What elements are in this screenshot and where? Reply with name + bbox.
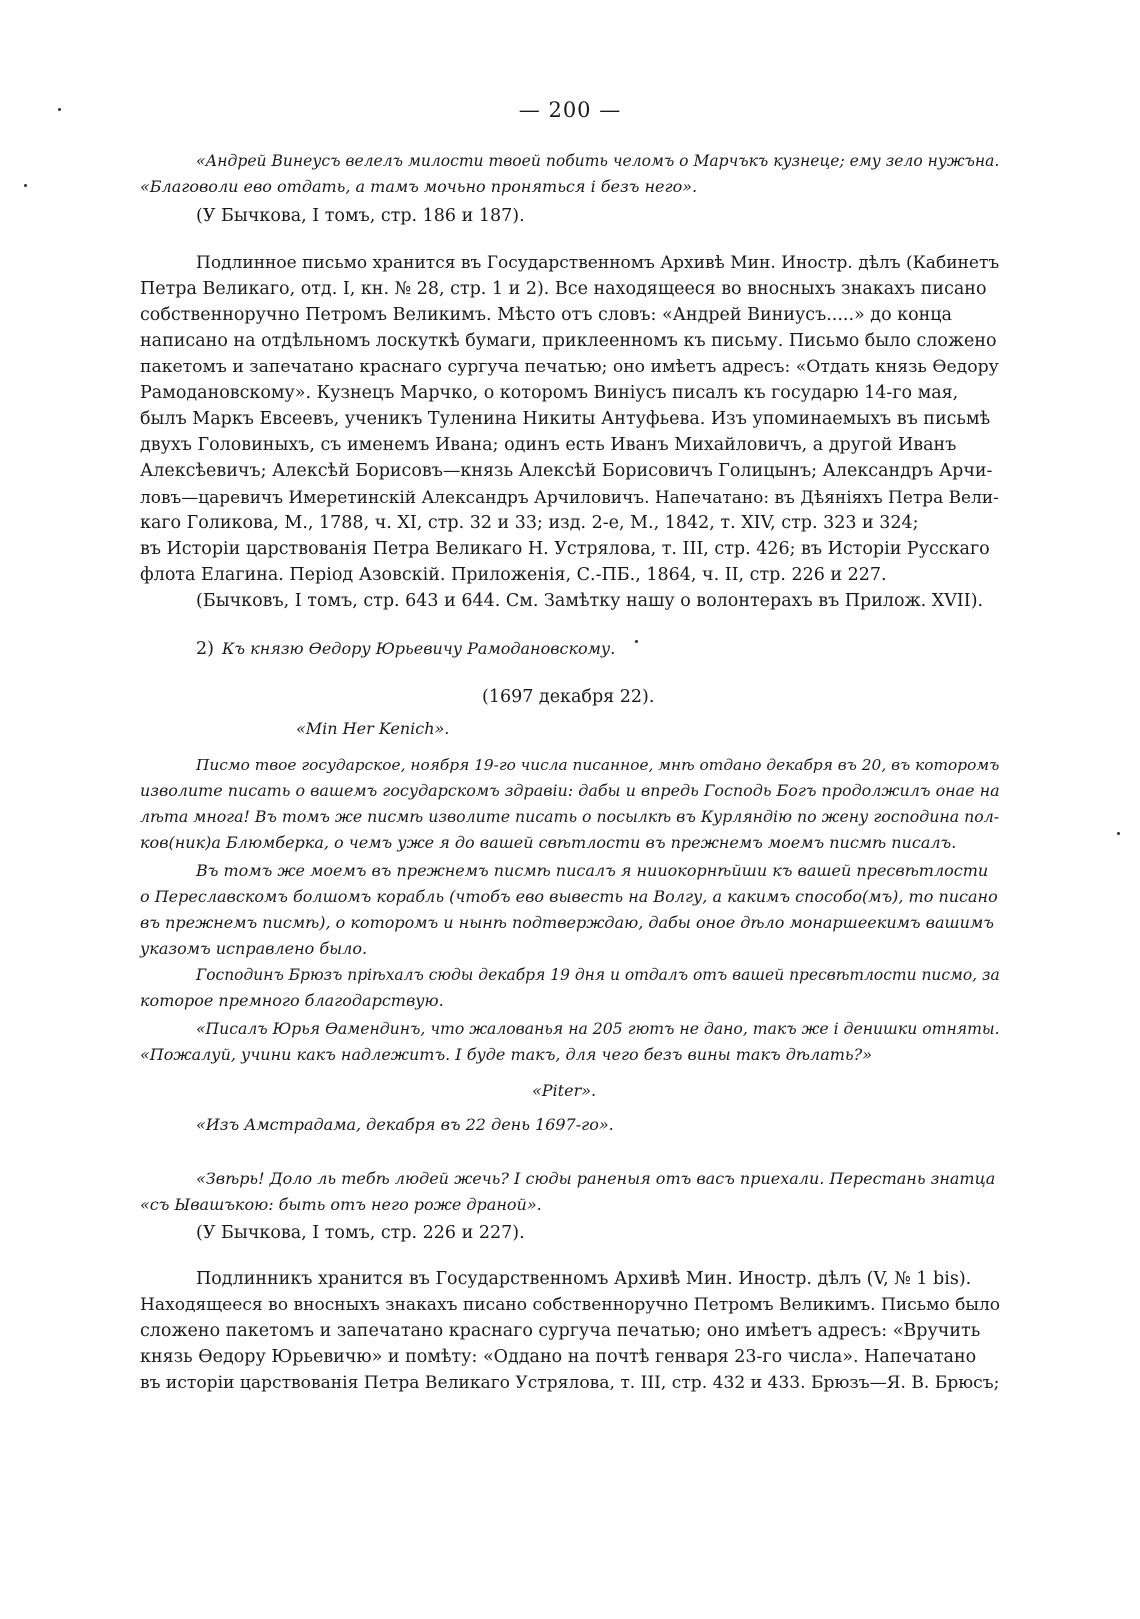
note-line: Подлинникъ хранится въ Государственномъ Архивѣ Мин. Иностр. дѣлъ (V, № 1 bis). xyxy=(196,1269,972,1289)
citation: (У Бычкова, I томъ, стр. 226 и 227). xyxy=(196,1223,525,1243)
note-line: пакетомъ и запечатано краснаго сургуча печатью; оно имѣетъ адресъ: «Отдать князь Ѳедору xyxy=(140,357,999,377)
note-line: флота Елагина. Період Азовскій. Приложенія, С.-ПБ., 1864, ч. II, стр. 226 и 227. xyxy=(140,565,887,585)
letter-date: (1697 декабря 22). xyxy=(482,687,655,707)
speck xyxy=(1117,832,1120,835)
speck xyxy=(58,108,61,111)
speck xyxy=(24,184,27,187)
letter-line: о Переславскомъ болшомъ корабль (чтобъ ево вывесть на Волгу, а какимъ способо(мъ), то писано xyxy=(140,887,998,906)
note-line: собственноручно Петромъ Великимъ. Мѣсто отъ словъ: «Андрей Виниусъ.....» до конца xyxy=(140,305,952,325)
note-line: князь Ѳедору Юрьевичю» и помѣту: «Оддано на почтѣ генваря 23-го числа». Напечатано xyxy=(140,1347,977,1367)
page-number: — 200 — xyxy=(518,98,622,122)
note-line: сложено пакетомъ и запечатано краснаго сургуча печатью; оно имѣетъ адресъ: «Вручить xyxy=(140,1321,981,1341)
letter-line: въ прежнемъ писмѣ), о которомъ и нынѣ подтверждаю, дабы оное дѣло монаршеекимъ вашимъ xyxy=(140,913,994,932)
letter-line: которое премного благодарствую. xyxy=(140,991,444,1010)
citation: (У Бычкова, I томъ, стр. 186 и 187). xyxy=(196,206,525,226)
salutation: «Min Her Kenich». xyxy=(296,719,450,738)
letter-line: изволите писать о вашемъ государскомъ здравіи: дабы и впредь Господь Богъ продолжилъ онае на xyxy=(140,781,1000,800)
postscript-line: «съ Ывашъкою: быть отъ него роже драной». xyxy=(140,1195,542,1214)
postscript-line: «Звѣрь! Доло ль тебѣ людей жечь? I сюды раненыя отъ васъ приехали. Перестань знатца xyxy=(196,1169,996,1188)
letter-line: указомъ исправлено было. xyxy=(140,939,368,958)
note-line: былъ Маркъ Евсеевъ, ученикъ Туленина Никиты Антуфьева. Изъ упоминаемыхъ въ письмѣ xyxy=(140,409,991,429)
top-quote-line: «Благоволи ево отдать, а тамъ мочьно проняться і безъ него». xyxy=(140,177,698,196)
note-line: Находящееся во вносныхъ знакахъ писано собственноручно Петромъ Великимъ. Письмо было xyxy=(140,1295,1001,1315)
letter-number: 2) xyxy=(196,639,214,659)
note-line: въ исторіи царствованія Петра Великаго Устрялова, т. III, стр. 432 и 433. Брюзъ—Я. В. Брюсъ; xyxy=(140,1373,1000,1393)
note-line: каго Голикова, М., 1788, ч. XI, стр. 32 и 33; изд. 2-е, М., 1842, т. XIV, стр. 323 и 324; xyxy=(140,513,919,533)
letter-heading: Къ князю Ѳедору Юрьевичу Рамодановскому. xyxy=(222,639,616,658)
note-line: Рамодановскому». Кузнецъ Марчко, о которомъ Виніусъ писалъ къ государю 14-го мая, xyxy=(140,383,959,403)
place-date: «Изъ Амстрадама, декабря въ 22 день 1697-го». xyxy=(196,1115,614,1134)
letter-line: лѣта многа! Въ томъ же писмѣ изволите писать о посылкѣ въ Курляндію по жену господина пол- xyxy=(140,807,1000,826)
note-line: Петра Великаго, отд. I, кн. № 28, стр. 1 и 2). Все находящееся во вносныхъ знакахъ писано xyxy=(140,279,987,299)
speck xyxy=(635,640,638,643)
letter-line: Писмо твое государское, ноября 19-го числа писанное, мнѣ отдано декабря въ 20, въ которомъ xyxy=(196,756,1000,774)
signature: «Piter». xyxy=(532,1081,597,1100)
letter-line: Въ томъ же моемъ въ прежнемъ писмѣ писалъ я нииокорнѣйши къ вашей пресвѣтлости xyxy=(196,861,989,880)
note-line: написано на отдѣльномъ лоскуткѣ бумаги, приклеенномъ къ письму. Письмо было сложено xyxy=(140,331,997,351)
letter-line: «Пожалуй, учини какъ надлежитъ. I буде такъ, для чего безъ вины такъ дѣлать?» xyxy=(140,1045,873,1064)
letter-line: Господинъ Брюзъ пріѣхалъ сюды декабря 19 дня и отдалъ отъ вашей пресвѣтлости писмо, за xyxy=(196,966,1000,984)
note-line: въ Исторіи царствованія Петра Великаго Н. Устрялова, т. III, стр. 426; въ Исторіи Русскаго xyxy=(140,539,990,559)
top-quote-line: «Андрей Винеусъ велелъ милости твоей побить челомъ о Марчъкъ кузнеце; ему зело нужъна. xyxy=(196,152,1000,170)
letter-line: «Писалъ Юрья Ѳамендинъ, что жалованья на 205 гютъ не дано, такъ же і денишки отняты. xyxy=(196,1019,1000,1038)
note-line: Подлинное письмо хранится въ Государственномъ Архивѣ Мин. Иностр. дѣлъ (Кабинетъ xyxy=(196,253,1000,273)
letter-line: ков(ник)а Блюмберка, о чемъ уже я до вашей свѣтлости въ прежнемъ моемъ писмѣ писалъ. xyxy=(140,833,957,852)
note-line: ловъ—царевичъ Имеретинскій Александръ Арчиловичъ. Напечатано: въ Дѣяніяхъ Петра Вели- xyxy=(140,487,999,507)
note-line: (Бычковъ, I томъ, стр. 643 и 644. См. Замѣтку нашу о волонтерахъ въ Прилож. XVII). xyxy=(196,591,984,611)
note-line: Алексѣевичъ; Алексѣй Борисовъ—князь Алексѣй Борисовичъ Голицынъ; Александръ Арчи- xyxy=(140,461,993,481)
note-line: двухъ Головиныхъ, съ именемъ Ивана; одинъ есть Иванъ Михайловичъ, а другой Иванъ xyxy=(140,435,957,455)
